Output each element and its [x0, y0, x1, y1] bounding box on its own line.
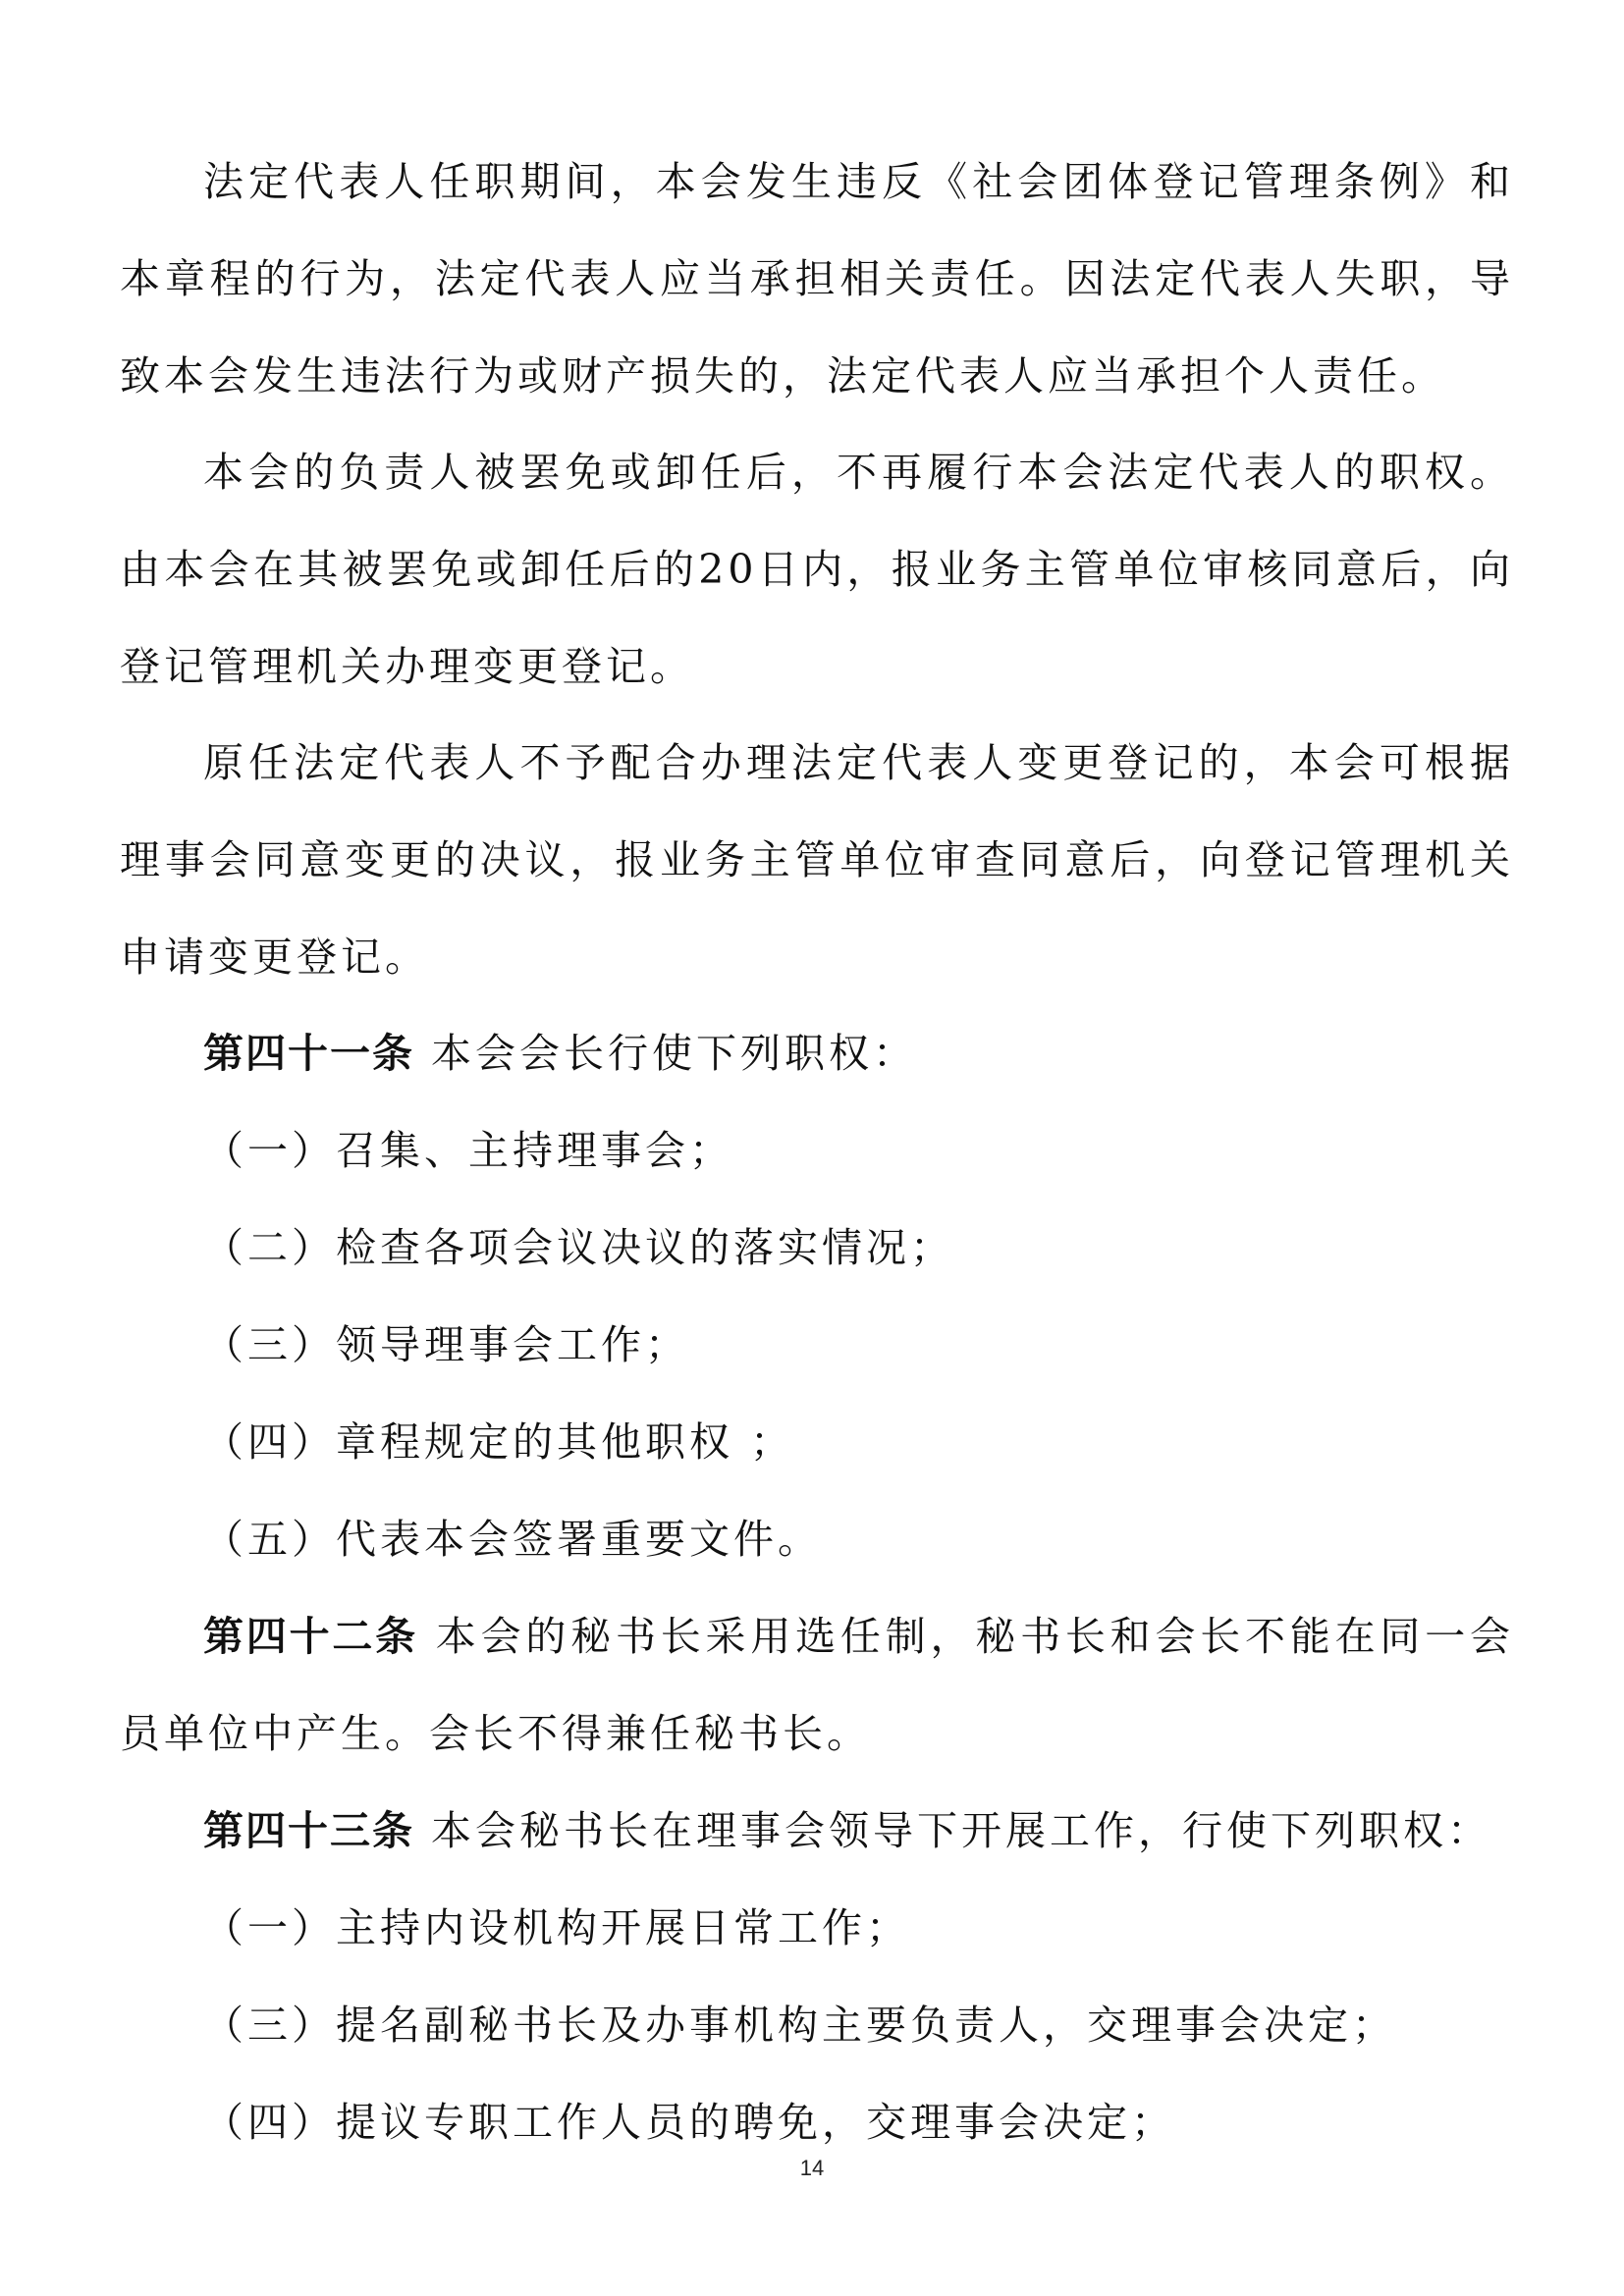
article-41-item-2: （二）检查各项会议决议的落实情况；	[203, 1224, 954, 1271]
paragraph-legal-representative-liability: 法定代表人任职期间，本会发生违反《社会团体登记管理条例》和本章程的行为，法定代表人应当承担相关责任。因法定代表人失职，导致本会发生违法行为或财产损失的，法定代表人应当承担个人责任。	[120, 158, 1514, 400]
article-43-item-1: （一）主持内设机构开展日常工作；	[203, 1904, 910, 1951]
article-42-text: 本会的秘书长采用选任制，秘书长和会长不能在同一会员单位中产生。会长不得兼任秘书长。	[120, 1613, 1515, 1757]
article-43-item-4: （四）提议专职工作人员的聘免，交理事会决定；	[203, 2099, 1175, 2146]
article-41-item-1: （一）召集、主持理事会；	[203, 1127, 733, 1174]
article-43	[120, 1783, 1514, 1880]
article-41-item-4: （四）章程规定的其他职权 ；	[203, 1418, 795, 1466]
article-41-item-3: （三）领导理事会工作；	[203, 1321, 689, 1368]
paragraph-noncooperation-change-registration: 原任法定代表人不予配合办理法定代表人变更登记的，本会可根据理事会同意变更的决议，报业务主管单位审查同意后，向登记管理机关申请变更登记。	[120, 739, 1514, 981]
article-43-text: 本会秘书长在理事会领导下开展工作，行使下列职权：	[414, 1807, 1492, 1854]
paragraph-dismissal-change-registration: 本会的负责人被罢免或卸任后，不再履行本会法定代表人的职权。由本会在其被罢免或卸任后的20日内，报业务主管单位审核同意后，向登记管理机关办理变更登记。	[120, 449, 1514, 690]
article-41-text: 本会会长行使下列职权：	[414, 1030, 918, 1077]
article-41	[120, 1005, 1514, 1102]
article-43-item-3: （三）提名副秘书长及办事机构主要负责人，交理事会决定；	[203, 2002, 1396, 2049]
article-42-heading: 第四十二条	[203, 1613, 418, 1660]
page-number: 14	[799, 2156, 825, 2180]
article-42	[120, 1588, 1514, 1783]
article-41-heading: 第四十一条	[203, 1030, 414, 1077]
article-41-item-5: （五）代表本会签署重要文件。	[203, 1516, 822, 1563]
article-43-heading: 第四十三条	[203, 1807, 414, 1854]
